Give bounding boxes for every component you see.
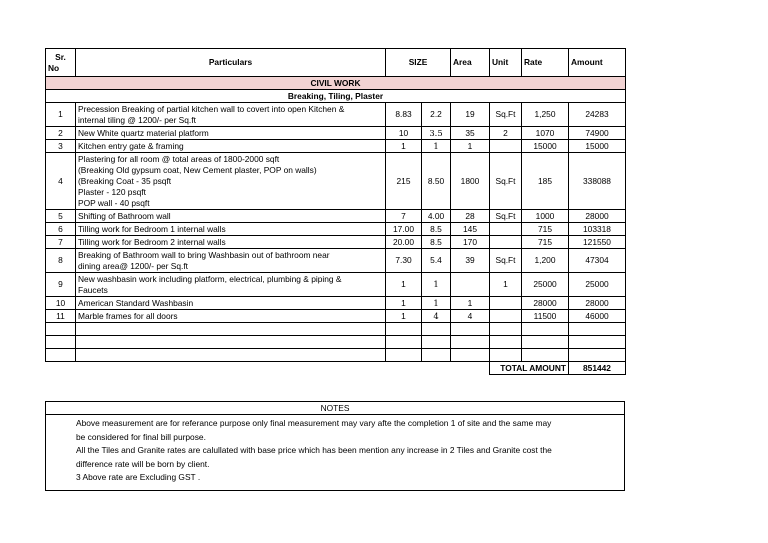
row-particulars bbox=[76, 297, 386, 310]
table-row bbox=[46, 103, 626, 127]
particulars-line: Plaster - 120 psqft bbox=[78, 186, 146, 197]
section-row bbox=[46, 77, 626, 90]
note-line: be considered for final bill purpose. bbox=[76, 431, 206, 442]
header-row bbox=[46, 49, 626, 77]
row-sr: 9 bbox=[46, 273, 76, 297]
row-amount: 24283 bbox=[569, 103, 626, 127]
total-label: TOTAL AMOUNT bbox=[490, 362, 569, 375]
section-title: CIVIL WORK bbox=[46, 77, 626, 90]
row-size-length: 1 bbox=[386, 140, 422, 153]
row-area: 35 bbox=[451, 127, 490, 140]
particulars-line: (Breaking Old gypsum coat, New Cement plaster, POP on walls) bbox=[78, 164, 317, 175]
row-size-height: 8.5 bbox=[422, 236, 451, 249]
row-area: 1 bbox=[451, 297, 490, 310]
row-area: 145 bbox=[451, 223, 490, 236]
row-size-length: 7 bbox=[386, 210, 422, 223]
row-size-length: 10 bbox=[386, 127, 422, 140]
particulars-line: Shifting of Bathroom wall bbox=[78, 210, 171, 221]
row-size-height: 1 bbox=[422, 140, 451, 153]
row-rate: 1,200 bbox=[522, 249, 569, 273]
row-amount: 15000 bbox=[569, 140, 626, 153]
row-amount: 103318 bbox=[569, 223, 626, 236]
table-row bbox=[46, 236, 626, 249]
row-particulars bbox=[76, 223, 386, 236]
row-unit: Sq.Ft bbox=[490, 210, 522, 223]
row-size-length: 20.00 bbox=[386, 236, 422, 249]
row-size-height: 2.2 bbox=[422, 103, 451, 127]
row-size-height: 3.5 bbox=[422, 127, 451, 140]
row-size-height: 4 bbox=[422, 310, 451, 323]
item-rows bbox=[46, 103, 626, 323]
row-size-height: 5.4 bbox=[422, 249, 451, 273]
note-line: difference rate will be born by client. bbox=[76, 458, 210, 469]
notes-body bbox=[46, 415, 624, 485]
row-rate: 25000 bbox=[522, 273, 569, 297]
row-amount: 28000 bbox=[569, 297, 626, 310]
row-unit: Sq.Ft bbox=[490, 103, 522, 127]
row-area: 170 bbox=[451, 236, 490, 249]
table-row bbox=[46, 140, 626, 153]
note-line: All the Tiles and Granite rates are calullated with base price which has been mention any increase in 2 Tiles and Granite cost the bbox=[76, 445, 552, 455]
row-particulars bbox=[76, 140, 386, 153]
row-unit bbox=[490, 297, 522, 310]
row-size-length: 8.83 bbox=[386, 103, 422, 127]
particulars-line: Breaking of Bathroom wall to bring Washbasin out of bathroom near bbox=[78, 249, 330, 260]
particulars-line: dining area@ 1200/- per Sq.ft bbox=[78, 260, 188, 271]
row-unit: Sq.Ft bbox=[490, 153, 522, 210]
particulars-line: Precession Breaking of partial kitchen wall to covert into open Kitchen & bbox=[78, 103, 345, 114]
notes-box bbox=[45, 401, 625, 491]
particulars-line: (Breaking Coat - 35 psqft bbox=[78, 175, 172, 186]
table-row bbox=[46, 249, 626, 273]
row-sr: 8 bbox=[46, 249, 76, 273]
row-rate: 11500 bbox=[522, 310, 569, 323]
estimate-table bbox=[45, 48, 626, 375]
header-unit: Unit bbox=[490, 49, 522, 77]
row-unit bbox=[490, 236, 522, 249]
total-row bbox=[46, 362, 626, 375]
row-area: 4 bbox=[451, 310, 490, 323]
particulars-line: Marble frames for all doors bbox=[78, 310, 178, 321]
row-unit: 1 bbox=[490, 273, 522, 297]
row-sr: 1 bbox=[46, 103, 76, 127]
row-particulars bbox=[76, 103, 386, 127]
row-sr: 2 bbox=[46, 127, 76, 140]
row-area: 19 bbox=[451, 103, 490, 127]
table-row bbox=[46, 210, 626, 223]
row-area: 1800 bbox=[451, 153, 490, 210]
row-amount: 121550 bbox=[569, 236, 626, 249]
row-amount: 74900 bbox=[569, 127, 626, 140]
row-area: 39 bbox=[451, 249, 490, 273]
subsection-row bbox=[46, 90, 626, 103]
row-area: 1 bbox=[451, 140, 490, 153]
row-rate: 715 bbox=[522, 223, 569, 236]
particulars-line: American Standard Washbasin bbox=[78, 297, 194, 308]
row-amount: 338088 bbox=[569, 153, 626, 210]
empty-row bbox=[46, 323, 626, 336]
header-area: Area bbox=[451, 49, 490, 77]
row-particulars bbox=[76, 210, 386, 223]
table-row bbox=[46, 127, 626, 140]
row-area: 28 bbox=[451, 210, 490, 223]
row-size-length: 1 bbox=[386, 273, 422, 297]
row-amount: 28000 bbox=[569, 210, 626, 223]
row-size-length: 215 bbox=[386, 153, 422, 210]
row-particulars bbox=[76, 310, 386, 323]
particulars-line: New White quartz material platform bbox=[78, 127, 209, 138]
row-rate: 185 bbox=[522, 153, 569, 210]
row-sr: 6 bbox=[46, 223, 76, 236]
row-rate: 1000 bbox=[522, 210, 569, 223]
particulars-line: Faucets bbox=[78, 284, 108, 295]
table-row bbox=[46, 273, 626, 297]
row-size-length: 1 bbox=[386, 297, 422, 310]
row-sr: 4 bbox=[46, 153, 76, 210]
note-line: Above measurement are for referance purpose only final measurement may vary afte the completion 1 of site and the same may bbox=[76, 418, 552, 428]
row-particulars bbox=[76, 236, 386, 249]
header-size: SIZE bbox=[386, 49, 451, 77]
row-rate: 1,250 bbox=[522, 103, 569, 127]
row-size-height: 4.00 bbox=[422, 210, 451, 223]
subsection-title: Breaking, Tiling, Plaster bbox=[46, 90, 626, 103]
row-particulars bbox=[76, 249, 386, 273]
table-row bbox=[46, 223, 626, 236]
note-line: 3 Above rate are Excluding GST . bbox=[76, 472, 201, 482]
row-size-height: 1 bbox=[422, 297, 451, 310]
table-row bbox=[46, 297, 626, 310]
table-row bbox=[46, 310, 626, 323]
row-sr: 5 bbox=[46, 210, 76, 223]
particulars-line: internal tiling @ 1200/- per Sq.ft bbox=[78, 114, 196, 125]
row-unit bbox=[490, 310, 522, 323]
header-particulars: Particulars bbox=[76, 49, 386, 77]
particulars-line: Tilling work for Bedroom 1 internal walls bbox=[78, 223, 226, 234]
row-amount: 25000 bbox=[569, 273, 626, 297]
row-sr: 10 bbox=[46, 297, 76, 310]
particulars-line: Kitchen entry gate & framing bbox=[78, 140, 184, 151]
row-rate: 715 bbox=[522, 236, 569, 249]
row-size-height: 8.50 bbox=[422, 153, 451, 210]
row-amount: 47304 bbox=[569, 249, 626, 273]
row-size-height: 8.5 bbox=[422, 223, 451, 236]
particulars-line: Plastering for all room @ total areas of 1800-2000 sqft bbox=[78, 153, 280, 164]
row-particulars bbox=[76, 273, 386, 297]
row-particulars bbox=[76, 153, 386, 210]
table-row bbox=[46, 153, 626, 210]
row-unit: Sq.Ft bbox=[490, 249, 522, 273]
row-rate: 28000 bbox=[522, 297, 569, 310]
row-sr: 11 bbox=[46, 310, 76, 323]
row-sr: 3 bbox=[46, 140, 76, 153]
empty-row bbox=[46, 349, 626, 362]
particulars-line: POP wall - 40 psqft bbox=[78, 197, 150, 208]
row-area bbox=[451, 273, 490, 297]
row-particulars bbox=[76, 127, 386, 140]
header-sr: Sr. No bbox=[46, 49, 76, 77]
empty-row bbox=[46, 336, 626, 349]
notes-title: NOTES bbox=[46, 402, 624, 415]
row-unit bbox=[490, 223, 522, 236]
header-rate: Rate bbox=[522, 49, 569, 77]
row-size-height: 1 bbox=[422, 273, 451, 297]
total-value: 851442 bbox=[569, 362, 626, 375]
particulars-line: Tilling work for Bedroom 2 internal walls bbox=[78, 236, 226, 247]
header-amount: Amount bbox=[569, 49, 626, 77]
particulars-line: New washbasin work including platform, electrical, plumbing & piping & bbox=[78, 273, 342, 284]
row-unit bbox=[490, 140, 522, 153]
row-size-length: 17.00 bbox=[386, 223, 422, 236]
row-rate: 15000 bbox=[522, 140, 569, 153]
row-amount: 46000 bbox=[569, 310, 626, 323]
row-sr: 7 bbox=[46, 236, 76, 249]
row-rate: 1070 bbox=[522, 127, 569, 140]
row-size-length: 7.30 bbox=[386, 249, 422, 273]
row-unit: 2 bbox=[490, 127, 522, 140]
row-size-length: 1 bbox=[386, 310, 422, 323]
